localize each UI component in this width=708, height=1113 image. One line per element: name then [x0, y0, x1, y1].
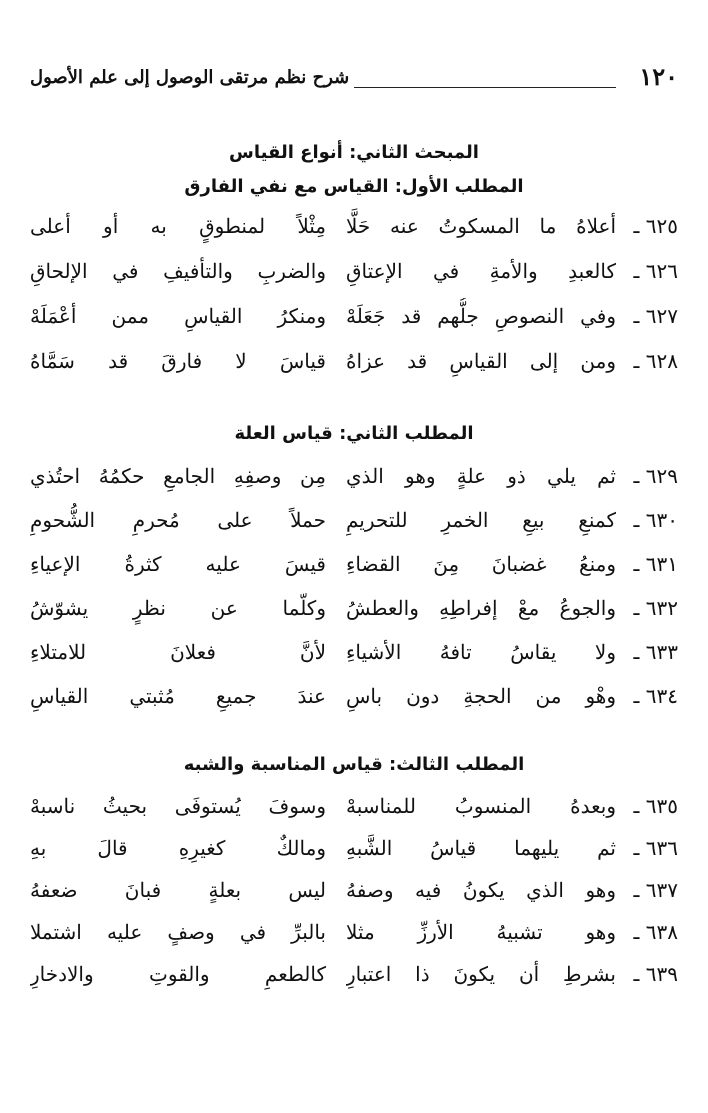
verse-line [30, 956, 678, 992]
running-header [30, 62, 678, 96]
verse-first-hemistich: وهو الذي يكونُ فيه وصفهُ [346, 878, 616, 902]
verse-second-hemistich: قياسَ لا فارقَ قد سَمَّاهُ [30, 349, 326, 373]
verse-second-hemistich: كالطعمِ والقوتِ والادخارِ [30, 962, 326, 986]
verse-first-hemistich: كالعبدِ والأمةِ في الإعتاقِ [346, 259, 616, 283]
verse-first-hemistich: كمنعِ بيعِ الخمرِ للتحريمِ [346, 508, 616, 532]
verse-second-hemistich: مِن وصفِهِ الجامعِ حكمُهُ احتُذي [30, 464, 326, 488]
verse-second-hemistich: وكلّما عن نظرٍ يشوّشُ [30, 596, 326, 620]
verse-second-hemistich: ومنكرُ القياسِ ممن أعْمَلَهْ [30, 304, 326, 328]
verse-line [30, 914, 678, 950]
verse-line [30, 788, 678, 824]
verse-line [30, 298, 678, 334]
verse-first-hemistich: وبعدهُ المنسوبُ للمناسبهْ [346, 794, 616, 818]
verse-line [30, 343, 678, 379]
verse-first-hemistich: ولا يقاسُ تافهُ الأشياءِ [346, 640, 616, 664]
verse-line [30, 546, 678, 582]
verse-first-hemistich: ومن إلى القياسِ قد عزاهُ [346, 349, 616, 373]
verse-number: ٦٢٩ ـ [633, 464, 678, 488]
verse-first-hemistich: بشرطِ أن يكونَ ذا اعتبارِ [346, 962, 616, 986]
verse-number: ٦٣٩ ـ [633, 962, 678, 986]
verse-number: ٦٣٦ ـ [633, 836, 678, 860]
verse-line [30, 590, 678, 626]
verse-line [30, 830, 678, 866]
verse-second-hemistich: قيسَ عليه كثرةُ الإعياءِ [30, 552, 326, 576]
page-number: ١٢٠ [639, 62, 678, 91]
verse-number: ٦٢٨ ـ [633, 349, 678, 373]
verse-second-hemistich: مِثْلاً لمنطوقٍ به أو أعلى [30, 214, 326, 238]
header-divider [354, 87, 616, 88]
verse-line [30, 678, 678, 714]
verse-number: ٦٣٥ ـ [633, 794, 678, 818]
verse-number: ٦٣٣ ـ [633, 640, 678, 664]
verse-number: ٦٣١ ـ [633, 552, 678, 576]
verse-first-hemistich: وهْو من الحجةِ دون باسِ [346, 684, 616, 708]
verse-first-hemistich: ثم يليهما قياسُ الشَّبهِ [346, 836, 616, 860]
verse-second-hemistich: لأنَّ فعلانَ للامتلاءِ [30, 640, 326, 664]
verse-second-hemistich: وسوفَ يُستوفَى بحيثُ ناسبهْ [30, 794, 326, 818]
verse-line [30, 253, 678, 289]
section-title: المطلب الثالث: قياس المناسبة والشبه [183, 754, 525, 775]
verse-line [30, 458, 678, 494]
verse-number: ٦٣٧ ـ [633, 878, 678, 902]
verse-second-hemistich: بالبرِّ في وصفٍ عليه اشتملا [30, 920, 326, 944]
verse-line [30, 208, 678, 244]
verse-number: ٦٢٧ ـ [633, 304, 678, 328]
chapter-title: المبحث الثاني: أنواع القياس [229, 142, 479, 163]
section-title: المطلب الثاني: قياس العلة [234, 423, 474, 444]
verse-first-hemistich: أعلاهُ ما المسكوتُ عنه حَلَّا [346, 214, 616, 238]
verse-first-hemistich: ثم يلي ذو علةٍ وهو الذي [346, 464, 616, 488]
verse-first-hemistich: وفي النصوصِ جلُّهم قد جَعَلَهْ [346, 304, 616, 328]
verse-first-hemistich: ومنعُ غضبانَ مِنَ القضاءِ [346, 552, 616, 576]
running-title: شرح نظم مرتقى الوصول إلى علم الأصول [30, 67, 350, 88]
verse-number: ٦٣٢ ـ [633, 596, 678, 620]
verse-second-hemistich: ومالكٌ كغيرِهِ قالَ بهِ [30, 836, 326, 860]
verse-number: ٦٢٦ ـ [633, 259, 678, 283]
section-title: المطلب الأول: القياس مع نفي الفارق [184, 176, 524, 197]
verse-line [30, 634, 678, 670]
verse-line [30, 872, 678, 908]
verse-number: ٦٢٥ ـ [633, 214, 678, 238]
verse-number: ٦٣٠ ـ [633, 508, 678, 532]
verse-second-hemistich: عندَ جميعِ مُثبتي القياسِ [30, 684, 326, 708]
verse-second-hemistich: ليس بعلةٍ فبانَ ضعفهُ [30, 878, 326, 902]
verse-number: ٦٣٤ ـ [633, 684, 678, 708]
verse-first-hemistich: والجوعُ معْ إفراطِهِ والعطشُ [346, 596, 616, 620]
verse-first-hemistich: وهو تشبيهُ الأرزِّ مثلا [346, 920, 616, 944]
verse-second-hemistich: والضربِ والتأفيفِ في الإلحاقِ [30, 259, 326, 283]
verse-line [30, 502, 678, 538]
verse-number: ٦٣٨ ـ [633, 920, 678, 944]
verse-second-hemistich: حملاً على مُحرمِ الشُّحومِ [30, 508, 326, 532]
